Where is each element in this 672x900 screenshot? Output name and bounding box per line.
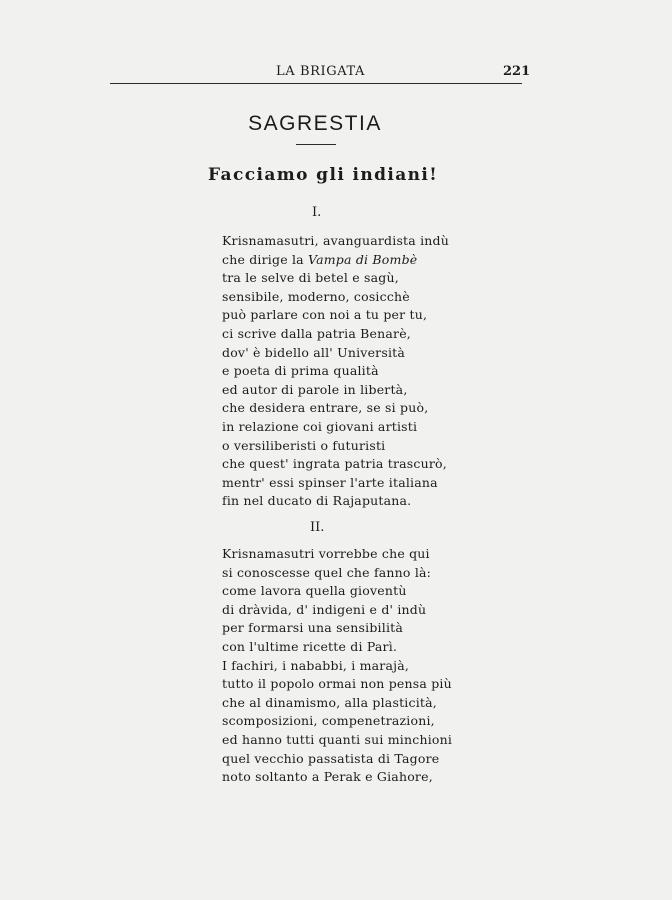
verse-line: può parlare con noi a tu per tu,: [222, 307, 428, 323]
poem-title: Facciamo gli indiani!: [208, 165, 439, 185]
stanza-1: [222, 232, 542, 511]
verse-line: per formarsi una sensibilità: [222, 620, 404, 636]
verse-line: fin nel ducato di Rajaputana.: [222, 493, 412, 509]
verse-line: in relazione coi giovani artisti: [222, 418, 418, 434]
journal-title: Vampa di Bombè: [308, 251, 418, 267]
verse-line: che al dinamismo, alla plasticità,: [222, 694, 437, 710]
verse-line: quel vecchio passatista di Tagore: [222, 750, 440, 766]
page-number: 221: [503, 64, 531, 79]
verse-line: Krisnamasutri, avanguardista indù: [222, 233, 450, 248]
verse-line: con l'ultime ricette di Parì.: [222, 638, 398, 654]
stanza-numeral: II.: [310, 520, 325, 535]
header-rule: [110, 83, 522, 84]
verse-line: o versiliberisti o futuristi: [222, 437, 386, 453]
stanza-2: [222, 545, 542, 787]
verse-line-prefix: che dirige la: [222, 251, 304, 267]
verse-line: ci scrive dalla patria Benarè,: [222, 325, 411, 341]
title-rule: [296, 144, 336, 145]
verse-line: tutto il popolo ormai non pensa più: [222, 676, 452, 692]
verse-line: I fachiri, i nababbi, i marajà,: [222, 657, 410, 673]
verse-line: si conoscesse quel che fanno là:: [222, 564, 432, 580]
verse-line: [222, 251, 542, 270]
verse-line: noto soltanto a Perak e Giahore,: [222, 769, 433, 785]
verse-line: e poeta di prima qualità: [222, 363, 379, 379]
verse-line: mentr' essi spinser l'arte italiana: [222, 474, 438, 490]
verse-line: che quest' ingrata patria trascurò,: [222, 456, 447, 472]
verse-line: che desidera entrare, se si può,: [222, 400, 429, 416]
verse-line: ed hanno tutti quanti sui minchioni: [222, 731, 453, 747]
verse-line: scomposizioni, compenetrazioni,: [222, 713, 435, 729]
running-title: LA BRIGATA: [276, 64, 366, 79]
section-title: SAGRESTIA: [248, 112, 382, 135]
stanza-numeral: I.: [312, 205, 322, 220]
verse-line: come lavora quella gioventù: [222, 583, 407, 599]
verse-line: Krisnamasutri vorrebbe che qui: [222, 546, 430, 561]
verse-line: tra le selve di betel e sagù,: [222, 270, 399, 286]
verse-line: di dràvida, d' indigeni e d' indù: [222, 601, 427, 617]
verse-line: ed autor di parole in libertà,: [222, 381, 408, 397]
verse-line: dov' è bidello all' Università: [222, 344, 406, 360]
verse-line: sensibile, moderno, cosicchè: [222, 288, 410, 304]
